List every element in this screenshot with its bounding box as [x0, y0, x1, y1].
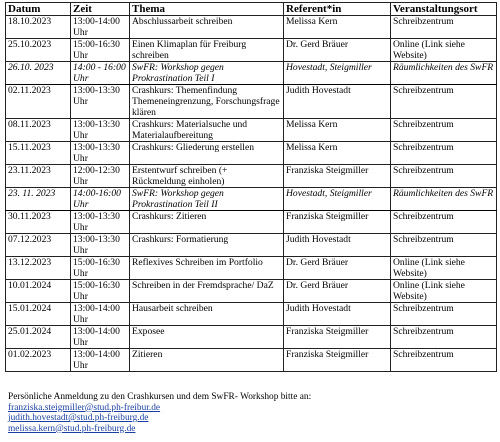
table-row	[6, 234, 497, 257]
email-link-steigmiller[interactable]: franziska.steigmiller@stud.ph-freibur.de	[8, 402, 161, 413]
registration-note	[8, 392, 311, 434]
cell-time: 14:00 - 16:00 Uhr	[71, 62, 130, 85]
cell-place: Schreibzentrum	[391, 16, 497, 39]
table-row	[6, 16, 497, 39]
cell-topic: Crashkurs: Formatierung	[130, 234, 284, 257]
cell-topic: Crashkurs: Gliederung erstellen	[130, 142, 284, 165]
cell-referent: Judith Hovestadt	[284, 234, 391, 257]
email-link-hovestadt[interactable]: judith.hovestadt@stud.ph-freiburg.de	[8, 413, 149, 424]
cell-date: 23.11.2023	[6, 165, 71, 188]
schedule-table	[5, 2, 497, 372]
cell-topic: Schreiben in der Fremdsprache/ DaZ	[130, 280, 284, 303]
cell-date: 13.12.2023	[6, 257, 71, 280]
cell-date: 01.02.2023	[6, 349, 71, 372]
cell-referent: Melissa Kern	[284, 142, 391, 165]
cell-topic: Abschlussarbeit schreiben	[130, 16, 284, 39]
table-row	[6, 142, 497, 165]
cell-time: 13:00-14:00 Uhr	[71, 16, 130, 39]
cell-time: 15:00-16:30 Uhr	[71, 39, 130, 62]
table-row	[6, 257, 497, 280]
cell-referent: Franziska Steigmiller	[284, 349, 391, 372]
header-date: Datum	[6, 3, 71, 16]
cell-referent: Judith Hovestadt	[284, 85, 391, 119]
cell-referent: Melissa Kern	[284, 119, 391, 142]
cell-time: 13:00-13:30 Uhr	[71, 211, 130, 234]
cell-topic: SwFR: Workshop gegen Prokrastination Teil II	[130, 188, 284, 211]
cell-date: 02.11.2023	[6, 85, 71, 119]
cell-topic: Einen Klimaplan für Freiburg schreiben	[130, 39, 284, 62]
table-header-row	[6, 3, 497, 16]
cell-topic: Erstentwurf schreiben (+ Rückmeldung einholen)	[130, 165, 284, 188]
registration-text: Persönliche Anmeldung zu den Crashkursen und dem SwFR- Workshop bitte an:	[8, 392, 312, 402]
cell-topic: Exposee	[130, 326, 284, 349]
cell-time: 14:00-16:00 Uhr	[71, 188, 130, 211]
header-time: Zeit	[71, 3, 130, 16]
cell-referent: Melissa Kern	[284, 16, 391, 39]
cell-time: 15:00-16:30 Uhr	[71, 280, 130, 303]
cell-referent: Dr. Gerd Bräuer	[284, 257, 391, 280]
cell-time: 13:00-13:30 Uhr	[71, 85, 130, 119]
cell-topic: Reflexives Schreiben im Portfolio	[130, 257, 284, 280]
table-row	[6, 165, 497, 188]
table-row	[6, 39, 497, 62]
table-row	[6, 303, 497, 326]
cell-topic: Crashkurs: Themenfindung Themeneingrenzung, Forschungsfrage klären	[130, 85, 284, 119]
cell-place: Räumlichkeiten des SwFR	[391, 62, 497, 85]
cell-referent: Hovestadt, Steigmiller	[284, 188, 391, 211]
cell-place: Schreibzentrum	[391, 165, 497, 188]
table-row	[6, 211, 497, 234]
cell-topic: SwFR: Workshop gegen Prokrastination Teil I	[130, 62, 284, 85]
table-row-workshop	[6, 62, 497, 85]
cell-place: Online (Link siehe Website)	[391, 280, 497, 303]
header-referent: Referent*in	[284, 3, 391, 16]
table-row	[6, 85, 497, 119]
schedule-container	[5, 2, 496, 372]
schedule-body	[6, 16, 497, 372]
table-row	[6, 119, 497, 142]
cell-time: 13:00-13:30 Uhr	[71, 142, 130, 165]
header-place: Veranstaltungsort	[391, 3, 497, 16]
email-link-kern[interactable]: melissa.kern@stud.ph-freiburg.de	[8, 423, 136, 434]
cell-place: Online (Link siehe Website)	[391, 39, 497, 62]
table-row	[6, 349, 497, 372]
cell-place: Schreibzentrum	[391, 326, 497, 349]
cell-time: 12:00-12:30 Uhr	[71, 165, 130, 188]
table-row	[6, 280, 497, 303]
cell-place: Online (Link siehe Website)	[391, 257, 497, 280]
cell-referent: Hovestadt, Steigmiller	[284, 62, 391, 85]
cell-date: 08.11.2023	[6, 119, 71, 142]
cell-referent: Judith Hovestadt	[284, 303, 391, 326]
cell-time: 15:00-16:30 Uhr	[71, 257, 130, 280]
cell-place: Schreibzentrum	[391, 119, 497, 142]
cell-place: Räumlichkeiten des SwFR	[391, 188, 497, 211]
cell-date: 26.10. 2023	[6, 62, 71, 85]
cell-date: 25.01.2024	[6, 326, 71, 349]
cell-place: Schreibzentrum	[391, 349, 497, 372]
cell-topic: Hausarbeit schreiben	[130, 303, 284, 326]
cell-time: 13:00-14:00 Uhr	[71, 349, 130, 372]
cell-topic: Crashkurs: Zitieren	[130, 211, 284, 234]
cell-date: 25.10.2023	[6, 39, 71, 62]
cell-time: 13:00-13:30 Uhr	[71, 234, 130, 257]
header-topic: Thema	[130, 3, 284, 16]
cell-topic: Crashkurs: Materialsuche und Materialaufbereitung	[130, 119, 284, 142]
cell-referent: Franziska Steigmiller	[284, 211, 391, 234]
cell-place: Schreibzentrum	[391, 85, 497, 119]
cell-referent: Franziska Steigmiller	[284, 326, 391, 349]
cell-place: Schreibzentrum	[391, 303, 497, 326]
cell-date: 15.11.2023	[6, 142, 71, 165]
cell-date: 23. 11. 2023	[6, 188, 71, 211]
cell-date: 18.10.2023	[6, 16, 71, 39]
cell-referent: Franziska Steigmiller	[284, 165, 391, 188]
cell-place: Schreibzentrum	[391, 142, 497, 165]
cell-date: 10.01.2024	[6, 280, 71, 303]
cell-place: Schreibzentrum	[391, 211, 497, 234]
cell-date: 30.11.2023	[6, 211, 71, 234]
cell-time: 13:00-14:00 Uhr	[71, 326, 130, 349]
table-row-workshop	[6, 188, 497, 211]
table-row	[6, 326, 497, 349]
cell-time: 13:00-13:30 Uhr	[71, 119, 130, 142]
cell-date: 15.01.2024	[6, 303, 71, 326]
cell-date: 07.12.2023	[6, 234, 71, 257]
cell-time: 13:00-14:00 Uhr	[71, 303, 130, 326]
cell-topic: Zitieren	[130, 349, 284, 372]
cell-place: Schreibzentrum	[391, 234, 497, 257]
cell-referent: Dr. Gerd Bräuer	[284, 39, 391, 62]
cell-referent: Dr. Gerd Bräuer	[284, 280, 391, 303]
